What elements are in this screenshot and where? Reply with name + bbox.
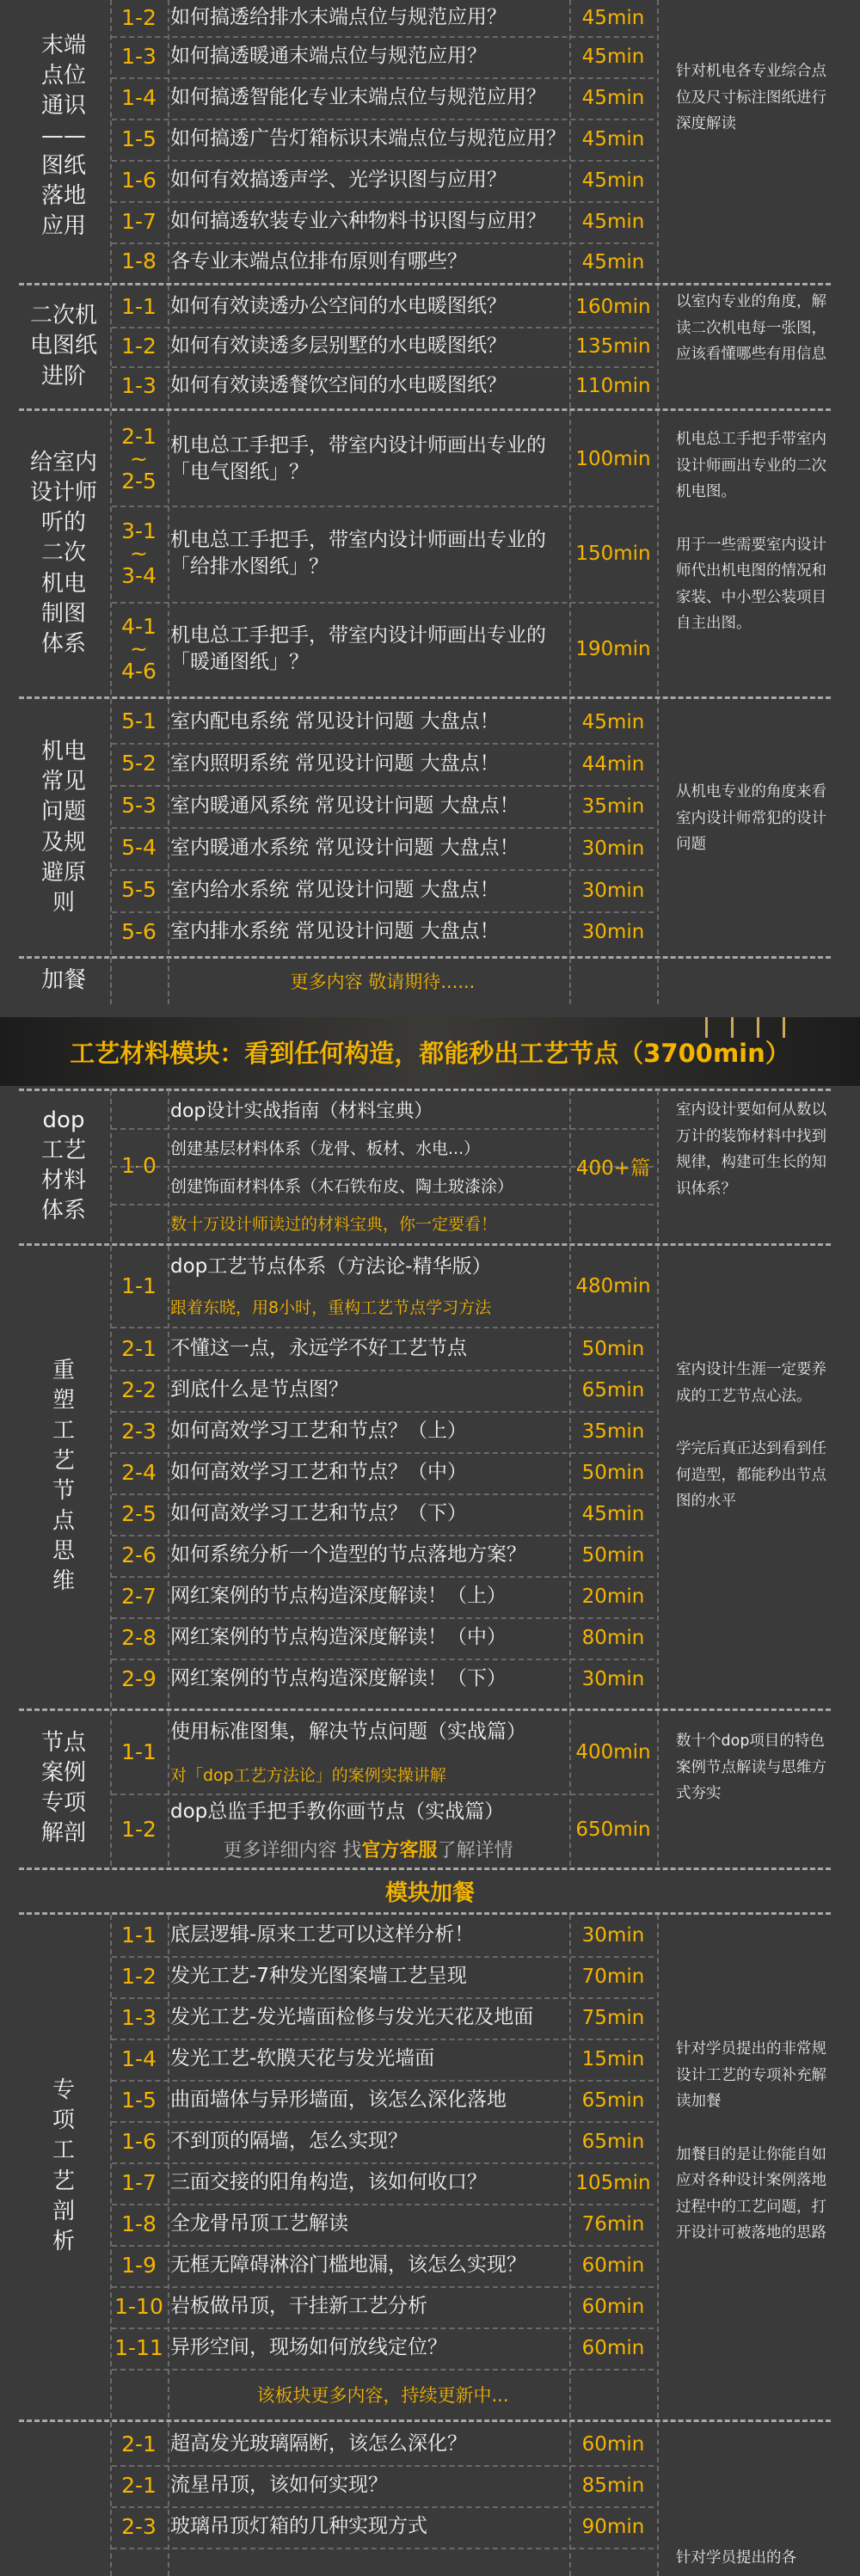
item-number: 1-0 <box>121 1152 157 1178</box>
category-label: 专 项 工 艺 剖 析 <box>52 2077 75 2254</box>
item-number: 2-2 <box>121 1377 157 1402</box>
item-duration: 45min <box>581 46 645 68</box>
item-number: 2-9 <box>121 1665 157 1691</box>
item-title: 异形空间，现场如何放线定位？ <box>170 2336 447 2359</box>
column-divider <box>657 958 659 1004</box>
dop-highlight: 数十万设计师读过的材料宝典，你一定要看！ <box>170 1214 498 1234</box>
item-number: 1-4 <box>121 2045 157 2071</box>
item-title: dop总监手把手教你画节点（实战篇） <box>170 1800 505 1824</box>
item-number: 2-7 <box>121 1583 157 1609</box>
item-number: 1-1 <box>121 1922 157 1947</box>
column-divider <box>657 1090 659 1242</box>
item-number: 5-6 <box>121 918 157 944</box>
customer-service-link[interactable]: 官方客服 <box>361 1839 438 1861</box>
category-label: 加餐 <box>40 967 86 994</box>
item-title: 网红案例的节点构造深度解读！（中） <box>170 1626 507 1649</box>
item-duration: 90min <box>581 2516 645 2538</box>
more-info <box>170 1831 566 1866</box>
item-duration: 100min <box>575 448 651 470</box>
item-duration: 30min <box>581 1924 645 1947</box>
column-divider <box>168 2422 169 2576</box>
item-number: 4-1 ~ 4-6 <box>121 613 157 684</box>
item-title: 发光工艺-软膜天花与发光墙面 <box>170 2047 435 2070</box>
item-title: 室内给水系统 常见设计问题 大盘点！ <box>170 878 500 901</box>
item-number: 1-2 <box>121 333 157 359</box>
section-note: 室内设计生涯一定要养成的工艺节点心法。 学完后真正达到看到任何造型，都能秒出节点图的水平 <box>676 1361 826 1511</box>
section-divider <box>19 2420 831 2422</box>
column-divider <box>657 2422 659 2576</box>
section-divider <box>19 1868 831 1870</box>
item-number: 5-3 <box>121 793 157 819</box>
column-divider <box>168 0 169 281</box>
column-divider <box>168 411 169 695</box>
item-duration: 60min <box>581 2254 645 2277</box>
item-title: 如何高效学习工艺和节点？（中） <box>170 1461 467 1484</box>
dop-line-2: 创建基层材料体系（龙骨、板材、水电...） <box>170 1138 481 1158</box>
item-title: 机电总工手把手，带室内设计师画出专业的「电气图纸」？ <box>170 433 546 483</box>
item-title: 玻璃吊顶灯箱的几种实现方式 <box>170 2515 427 2538</box>
item-title: 室内照明系统 常见设计问题 大盘点！ <box>170 751 500 775</box>
item-duration: 45min <box>581 710 645 733</box>
item-title: 流星吊顶，该如何实现？ <box>170 2474 388 2497</box>
section-divider <box>19 408 831 411</box>
column-divider <box>657 1246 659 1707</box>
item-duration: 65min <box>581 1379 645 1401</box>
pendant-lamp-icon <box>705 1017 708 1038</box>
item-number: 1-2 <box>121 4 157 30</box>
item-title: 三面交接的阳角构造，该如何收口？ <box>170 2171 487 2194</box>
item-duration: 650min <box>575 1819 651 1841</box>
item-duration: 70min <box>581 1966 645 1988</box>
item-number: 5-1 <box>121 708 157 734</box>
item-title: 如何高效学习工艺和节点？（上） <box>170 1420 467 1443</box>
item-title: 如何搞透智能化专业末端点位与规范应用？ <box>170 86 546 109</box>
item-duration: 76min <box>581 2213 645 2236</box>
column-divider <box>569 411 571 695</box>
column-divider <box>569 285 571 408</box>
section-note: 针对机电各专业综合点位及尺寸标注图纸进行深度解读 <box>676 63 826 133</box>
section-note: 从机电专业的角度来看室内设计师常犯的设计问题 <box>676 783 826 854</box>
column-divider <box>569 1711 571 1866</box>
item-number: 5-5 <box>121 877 157 903</box>
column-divider <box>657 285 659 408</box>
item-duration: 30min <box>581 837 645 860</box>
item-duration: 15min <box>581 2048 645 2070</box>
item-number: 1-3 <box>121 2004 157 2030</box>
item-title: 无框无障碍淋浴门槛地漏，该怎么实现？ <box>170 2254 526 2277</box>
item-number: 2-3 <box>121 1418 157 1444</box>
section-note: 机电总工手把手带室内设计师画出专业的二次机电图。 用于一些需要室内设计师代出机电图的情况和家装、中小型公装项目自主出图。 <box>676 431 826 633</box>
item-number: 2-3 <box>121 2513 157 2539</box>
dop-line-1: dop设计实战指南（材料宝典） <box>170 1100 433 1122</box>
item-number: 1-6 <box>121 167 157 193</box>
item-number: 1-2 <box>121 1816 157 1842</box>
item-duration: 20min <box>581 1585 645 1608</box>
item-title: 不懂这一点，永远学不好工艺节点 <box>170 1337 467 1360</box>
section-divider <box>19 283 831 285</box>
item-number: 2-1 <box>121 2472 157 2498</box>
item-number: 1-7 <box>121 208 157 234</box>
item-number: 2-8 <box>121 1624 157 1650</box>
more-info-suffix: 了解详情 <box>437 1839 513 1861</box>
dop-line-3: 创建饰面材料体系（木石铁布皮、陶土玻漆涂） <box>170 1176 514 1196</box>
item-duration: 160min <box>575 296 651 318</box>
item-duration: 50min <box>581 1338 645 1360</box>
column-divider <box>657 1915 659 2418</box>
section-note: 针对学员提出的非常规设计工艺的专项补充解读加餐 加餐目的是让你能自如应对各种设计案例落地过程中的工艺问题，打开设计可被落地的思路 <box>676 2040 826 2242</box>
column-divider <box>569 2422 571 2576</box>
item-title: 使用标准图集，解决节点问题（实战篇） <box>170 1720 526 1744</box>
item-title: 如何搞透广告灯箱标识末端点位与规范应用？ <box>170 127 566 150</box>
item-number: 1-8 <box>121 2211 157 2236</box>
column-divider <box>168 285 169 408</box>
item-duration: 65min <box>581 2131 645 2153</box>
item-title: 不到顶的隔墙，怎么实现？ <box>170 2130 408 2153</box>
item-title: 室内暖通风系统 常见设计问题 大盘点！ <box>170 794 519 817</box>
item-title: 发光工艺-7种发光图案墙工艺呈现 <box>170 1965 467 1988</box>
item-title: 如何有效读透餐饮空间的水电暖图纸？ <box>170 374 507 397</box>
item-duration: 60min <box>581 2296 645 2318</box>
item-number: 1-6 <box>121 2128 157 2154</box>
item-duration: 400min <box>575 1741 651 1763</box>
item-title: 如何有效搞透声学、光学识图与应用？ <box>170 169 507 192</box>
item-title: 岩板做吊顶，干挂新工艺分析 <box>170 2295 427 2318</box>
item-title: 室内排水系统 常见设计问题 大盘点！ <box>170 920 500 943</box>
column-divider <box>569 1915 571 2418</box>
item-duration: 45min <box>581 250 645 273</box>
item-title: 如何系统分析一个造型的节点落地方案？ <box>170 1543 526 1567</box>
item-duration: 30min <box>581 921 645 943</box>
section-note: 数十个dop项目的特色案例节点解读与思维方式夯实 <box>676 1733 826 1803</box>
column-divider <box>657 0 659 281</box>
more-info-prefix: 更多详细内容 找 <box>223 1839 362 1861</box>
item-duration: 30min <box>581 1668 645 1690</box>
item-title: 如何有效读透办公空间的水电暖图纸？ <box>170 295 507 318</box>
category-label: 节点 案例 专项 解剖 <box>40 1729 86 1847</box>
module-addon-title: 模块加餐 <box>384 1880 475 1906</box>
section-note: 室内设计要如何从数以万计的装饰材料中找到规律，构建可生长的知识体系？ <box>676 1101 826 1198</box>
item-duration: 85min <box>581 2475 645 2497</box>
category-label: 末端 点位 通识 —— 图纸 落地 应用 <box>40 32 86 240</box>
item-title: 曲面墙体与异形墙面，该怎么深化落地 <box>170 2088 507 2112</box>
item-title: 到底什么是节点图？ <box>170 1378 348 1401</box>
column-divider <box>657 699 659 954</box>
item-number: 1-1 <box>121 1739 157 1764</box>
item-title: 全龙骨吊顶工艺解读 <box>170 2212 348 2236</box>
item-subtitle: 跟着东晓，用8小时，重构工艺节点学习方法 <box>170 1297 492 1317</box>
item-number: 1-9 <box>121 2252 157 2278</box>
item-duration: 400+篇 <box>575 1156 651 1180</box>
item-duration: 50min <box>581 1544 645 1567</box>
item-title: 发光工艺-发光墙面检修与发光天花及地面 <box>170 2006 534 2029</box>
item-number: 1-3 <box>121 372 157 398</box>
category-label: 重 塑 工 艺 节 点 思 维 <box>52 1357 75 1595</box>
item-number: 1-4 <box>121 84 157 110</box>
item-duration: 45min <box>581 87 645 109</box>
section-note: 以室内专业的角度，解读二次机电每一张图，应该看懂哪些有用信息 <box>676 293 826 364</box>
item-title: 室内配电系统 常见设计问题 大盘点！ <box>170 709 500 733</box>
column-divider <box>657 411 659 695</box>
item-title: 底层逻辑-原来工艺可以这样分析！ <box>170 1923 475 1947</box>
item-title: 网红案例的节点构造深度解读！（上） <box>170 1585 507 1608</box>
column-divider <box>657 1711 659 1866</box>
item-number: 2-5 <box>121 1500 157 1526</box>
item-number: 5-4 <box>121 835 157 861</box>
item-title: 如何高效学习工艺和节点？（下） <box>170 1502 467 1525</box>
item-title: 网红案例的节点构造深度解读！（下） <box>170 1667 507 1690</box>
item-number: 2-1 ~ 2-5 <box>121 423 157 494</box>
section-note: 针对学员提出的各 <box>676 2549 796 2567</box>
item-title: 机电总工手把手，带室内设计师画出专业的「给排水图纸」？ <box>170 528 546 578</box>
item-number: 5-2 <box>121 751 157 776</box>
item-duration: 65min <box>581 2089 645 2112</box>
item-title: 各专业末端点位排布原则有哪些？ <box>170 249 467 273</box>
item-duration: 45min <box>581 7 645 29</box>
item-duration: 30min <box>581 879 645 902</box>
item-title: 如何搞透给排水末端点位与规范应用？ <box>170 6 507 29</box>
more-updates: 该板块更多内容，持续更新中... <box>256 2384 509 2406</box>
column-divider <box>168 1915 169 2418</box>
pendant-lamp-icon <box>731 1017 734 1038</box>
item-number: 1-2 <box>121 1963 157 1989</box>
item-title: 室内暖通水系统 常见设计问题 大盘点！ <box>170 836 519 859</box>
item-duration: 110min <box>575 375 651 397</box>
item-title: 机电总工手把手，带室内设计师画出专业的「暖通图纸」？ <box>170 623 546 673</box>
item-duration: 50min <box>581 1462 645 1484</box>
item-title: 如何搞透软装专业六种物料书识图与应用？ <box>170 210 546 233</box>
item-duration: 190min <box>575 638 651 660</box>
item-duration: 60min <box>581 2337 645 2359</box>
item-duration: 45min <box>581 1503 645 1525</box>
item-number: 1-10 <box>114 2293 163 2319</box>
item-duration: 44min <box>581 752 645 776</box>
item-number: 2-6 <box>121 1542 157 1567</box>
item-number: 1-1 <box>121 1273 157 1298</box>
category-label: 机电 常见 问题 及规 避原 则 <box>40 739 86 916</box>
row-divider <box>112 2548 654 2549</box>
item-title: 超高发光玻璃隔断，该怎么深化？ <box>170 2432 467 2456</box>
addon-text: 更多内容 敬请期待...... <box>290 972 476 992</box>
item-duration: 45min <box>581 128 645 150</box>
column-divider <box>168 1246 169 1707</box>
item-duration: 45min <box>581 211 645 233</box>
item-duration: 45min <box>581 169 645 192</box>
category-label: 给室内 设计师 听的 二次 机电 制图 体系 <box>29 450 97 657</box>
column-divider <box>569 0 571 281</box>
item-number: 2-1 <box>121 1335 157 1361</box>
item-duration: 80min <box>581 1627 645 1649</box>
pendant-lamp-icon <box>757 1017 759 1038</box>
item-number: 1-5 <box>121 2087 157 2113</box>
item-duration: 480min <box>575 1275 651 1297</box>
column-divider <box>168 1711 169 1866</box>
item-title: 如何有效读透多层别墅的水电暖图纸？ <box>170 334 507 358</box>
item-subtitle: 对「dop工艺方法论」的案例实操讲解 <box>170 1765 446 1785</box>
item-number: 2-1 <box>121 2431 157 2456</box>
item-number: 1-3 <box>121 43 157 69</box>
item-title: dop工艺节点体系（方法论-精华版） <box>170 1255 492 1279</box>
pendant-lamp-icon <box>783 1017 785 1038</box>
category-label: 二次机 电图纸 进阶 <box>29 303 97 389</box>
item-number: 1-8 <box>121 248 157 274</box>
module-banner-title: 工艺材料模块：看到任何构造，都能秒出工艺节点（3700min） <box>70 1038 790 1068</box>
item-number: 1-1 <box>121 293 157 319</box>
item-number: 1-7 <box>121 2169 157 2195</box>
item-number: 2-4 <box>121 1459 157 1485</box>
item-duration: 35min <box>581 1420 645 1443</box>
item-duration: 105min <box>575 2172 651 2194</box>
item-duration: 35min <box>581 794 645 818</box>
item-duration: 150min <box>575 543 651 565</box>
module-banner <box>0 1017 860 1086</box>
item-duration: 75min <box>581 2007 645 2029</box>
item-number: 3-1 ~ 3-4 <box>121 518 157 589</box>
section-divider <box>19 696 831 699</box>
item-title: 如何搞透暖通末端点位与规范应用？ <box>170 45 487 68</box>
column-divider <box>569 1246 571 1707</box>
item-number: 1-5 <box>121 126 157 151</box>
category-label: dop 工艺 材料 体系 <box>40 1107 86 1224</box>
item-number: 1-11 <box>114 2334 163 2360</box>
item-duration: 135min <box>575 335 651 358</box>
item-duration: 60min <box>581 2433 645 2456</box>
